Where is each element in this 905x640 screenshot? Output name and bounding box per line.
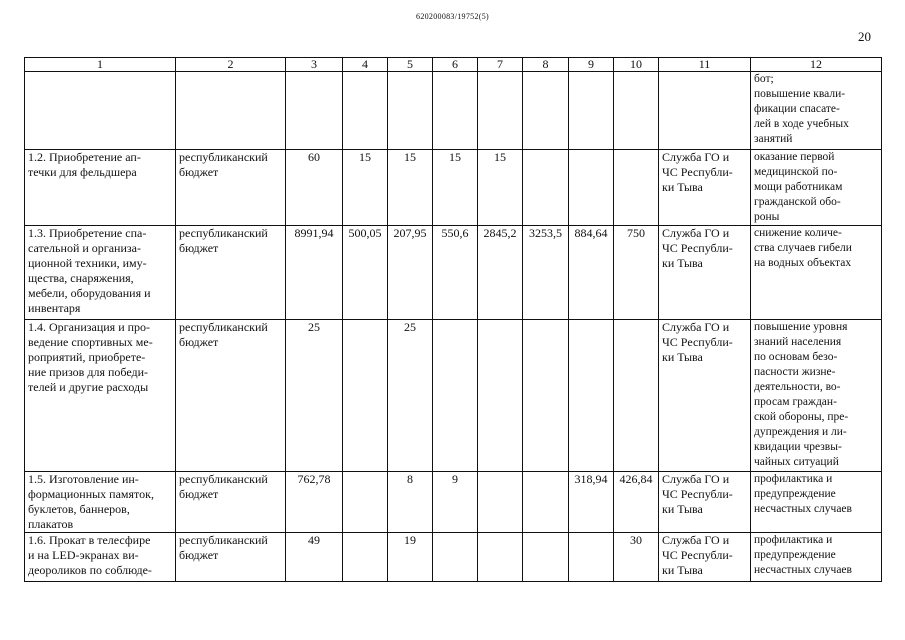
activity-cell: 1.2. Приобретение ап- течки для фельдшера [25, 150, 176, 226]
funding-source-cell: республиканский бюджет [176, 533, 286, 582]
funding-source-cell: республиканский бюджет [176, 320, 286, 472]
amount-cell: 762,78 [286, 472, 343, 533]
executor-cell: Служба ГО и ЧС Республи- ки Тыва [659, 226, 751, 320]
amount-cell: 25 [388, 320, 433, 472]
result-cell: профилактика и предупреждение несчастных случаев [751, 472, 882, 533]
amount-cell [569, 72, 614, 150]
amount-cell: 500,05 [343, 226, 388, 320]
amount-cell [343, 533, 388, 582]
amount-cell [523, 72, 569, 150]
amount-cell: 8991,94 [286, 226, 343, 320]
funding-source-cell [176, 72, 286, 150]
amount-cell [478, 72, 523, 150]
result-cell: профилактика и предупреждение несчастных случаев [751, 533, 882, 582]
amount-cell [433, 72, 478, 150]
executor-cell: Служба ГО и ЧС Республи- ки Тыва [659, 533, 751, 582]
amount-cell [343, 472, 388, 533]
amount-cell: 15 [388, 150, 433, 226]
activity-cell: 1.6. Прокат в телесфире и на LED-экранах ви- деороликов по соблюде- [25, 533, 176, 582]
amount-cell: 207,95 [388, 226, 433, 320]
funding-source-cell: республиканский бюджет [176, 150, 286, 226]
header-cell: 2 [176, 58, 286, 72]
amount-cell [569, 150, 614, 226]
amount-cell: 15 [433, 150, 478, 226]
header-cell: 8 [523, 58, 569, 72]
page-number: 20 [858, 29, 871, 44]
activity-cell: 1.5. Изготовление ин- формационных памяток, буклетов, баннеров, плакатов [25, 472, 176, 533]
activity-cell: 1.4. Организация и про- ведение спортивных ме- роприятий, приобрете- ние призов для победи- телей и другие расходы [25, 320, 176, 472]
executor-cell: Служба ГО и ЧС Республи- ки Тыва [659, 150, 751, 226]
amount-cell: 3253,5 [523, 226, 569, 320]
funding-source-cell: республиканский бюджет [176, 226, 286, 320]
header-cell: 11 [659, 58, 751, 72]
header-cell: 9 [569, 58, 614, 72]
table-row [25, 72, 882, 150]
result-cell: повышение уровня знаний населения по основам безо- пасности жизне- деятельности, во- просам граждан- ской обороны, пре- дупреждения и ли- квидации чрезвы- чайных ситуаций [751, 320, 882, 472]
result-cell: снижение количе- ства случаев гибели на водных объектах [751, 226, 882, 320]
amount-cell [433, 533, 478, 582]
table-row [25, 472, 882, 533]
amount-cell: 318,94 [569, 472, 614, 533]
header-cell: 4 [343, 58, 388, 72]
amount-cell: 25 [286, 320, 343, 472]
header-cell: 6 [433, 58, 478, 72]
header-cell: 1 [25, 58, 176, 72]
executor-cell: Служба ГО и ЧС Республи- ки Тыва [659, 320, 751, 472]
amount-cell [478, 472, 523, 533]
amount-cell [286, 72, 343, 150]
amount-cell: 750 [614, 226, 659, 320]
amount-cell [523, 533, 569, 582]
amount-cell [388, 72, 433, 150]
amount-cell [614, 320, 659, 472]
amount-cell [478, 320, 523, 472]
table-row [25, 320, 882, 472]
amount-cell [343, 320, 388, 472]
amount-cell [523, 150, 569, 226]
amount-cell: 884,64 [569, 226, 614, 320]
result-cell: оказание первой медицинской по- мощи работникам гражданской обо- роны [751, 150, 882, 226]
amount-cell: 8 [388, 472, 433, 533]
header-cell: 3 [286, 58, 343, 72]
amount-cell: 60 [286, 150, 343, 226]
amount-cell [614, 72, 659, 150]
activity-cell [25, 72, 176, 150]
header-cell: 10 [614, 58, 659, 72]
executor-cell [659, 72, 751, 150]
document-code: 620200083/19752(5) [416, 12, 489, 21]
amount-cell [569, 533, 614, 582]
amount-cell: 49 [286, 533, 343, 582]
amount-cell [614, 150, 659, 226]
amount-cell: 15 [343, 150, 388, 226]
funding-source-cell: республиканский бюджет [176, 472, 286, 533]
amount-cell: 19 [388, 533, 433, 582]
header-cell: 12 [751, 58, 882, 72]
header-cell: 7 [478, 58, 523, 72]
amount-cell [478, 533, 523, 582]
executor-cell: Служба ГО и ЧС Республи- ки Тыва [659, 472, 751, 533]
amount-cell [523, 320, 569, 472]
column-number-header [25, 58, 882, 72]
amount-cell: 30 [614, 533, 659, 582]
activity-cell: 1.3. Приобретение спа- сательной и организа- ционной техники, иму- щества, снаряжения, мебели, оборудования и инвентаря [25, 226, 176, 320]
amount-cell [343, 72, 388, 150]
amount-cell: 15 [478, 150, 523, 226]
amount-cell: 550,6 [433, 226, 478, 320]
amount-cell [433, 320, 478, 472]
program-activities-table [24, 57, 882, 582]
result-cell: бот; повышение квали- фикации спасате- лей в ходе учебных занятий [751, 72, 882, 150]
table-row [25, 226, 882, 320]
amount-cell: 2845,2 [478, 226, 523, 320]
amount-cell [569, 320, 614, 472]
table-row [25, 533, 882, 582]
amount-cell [523, 472, 569, 533]
header-cell: 5 [388, 58, 433, 72]
table-row [25, 150, 882, 226]
amount-cell: 9 [433, 472, 478, 533]
amount-cell: 426,84 [614, 472, 659, 533]
